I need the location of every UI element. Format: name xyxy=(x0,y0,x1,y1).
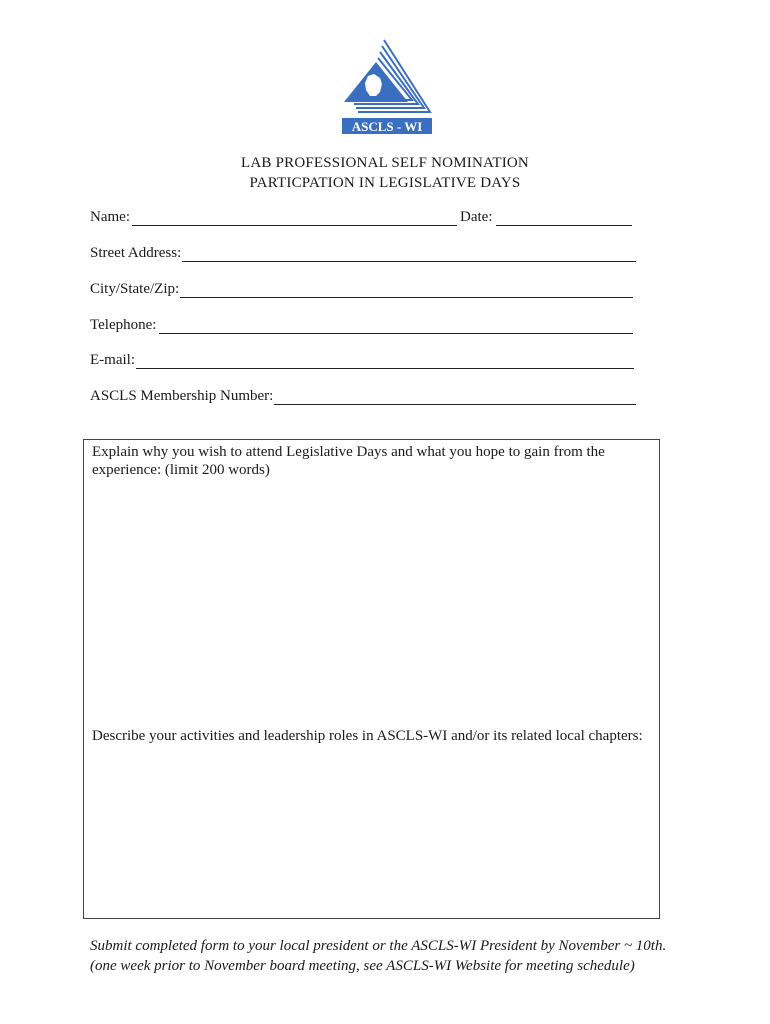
telephone-row xyxy=(90,317,650,339)
street-address-field[interactable] xyxy=(182,245,636,262)
email-field[interactable] xyxy=(136,352,634,369)
membership-row xyxy=(90,388,650,410)
telephone-field[interactable] xyxy=(159,317,633,334)
form-title-line1: LAB PROFESSIONAL SELF NOMINATION xyxy=(241,155,529,171)
membership-number-field[interactable] xyxy=(274,388,636,405)
essay-box xyxy=(83,439,660,919)
ascls-wi-logo xyxy=(338,36,434,136)
street-row xyxy=(90,245,650,267)
submit-instructions: Submit completed form to your local president or the ASCLS-WI President by November ~ 10th. xyxy=(90,938,667,954)
membership-label: ASCLS Membership Number: xyxy=(90,388,274,404)
street-label: Street Address: xyxy=(90,245,182,261)
legislative-days-prompt: Explain why you wish to attend Legislative Days and what you hope to gain from the experience: (limit 200 words) xyxy=(92,444,605,478)
city-row xyxy=(90,281,650,303)
form-title-line2: PARTICPATION IN LEGISLATIVE DAYS xyxy=(249,175,521,191)
name-label: Name: xyxy=(90,209,130,225)
name-field[interactable] xyxy=(132,209,457,226)
name-date-row xyxy=(90,209,650,231)
submit-note: (one week prior to November board meeting, see ASCLS-WI Website for meeting schedule) xyxy=(90,958,635,974)
city-state-zip-field[interactable] xyxy=(180,281,633,298)
logo-text: ASCLS - WI xyxy=(351,119,423,134)
date-field[interactable] xyxy=(496,209,632,226)
activities-prompt: Describe your activities and leadership roles in ASCLS-WI and/or its related local chapters: xyxy=(92,728,643,744)
email-row xyxy=(90,352,650,374)
date-label: Date: xyxy=(460,209,493,225)
telephone-label: Telephone: xyxy=(90,317,157,333)
city-label: City/State/Zip: xyxy=(90,281,180,297)
email-label: E-mail: xyxy=(90,352,135,368)
